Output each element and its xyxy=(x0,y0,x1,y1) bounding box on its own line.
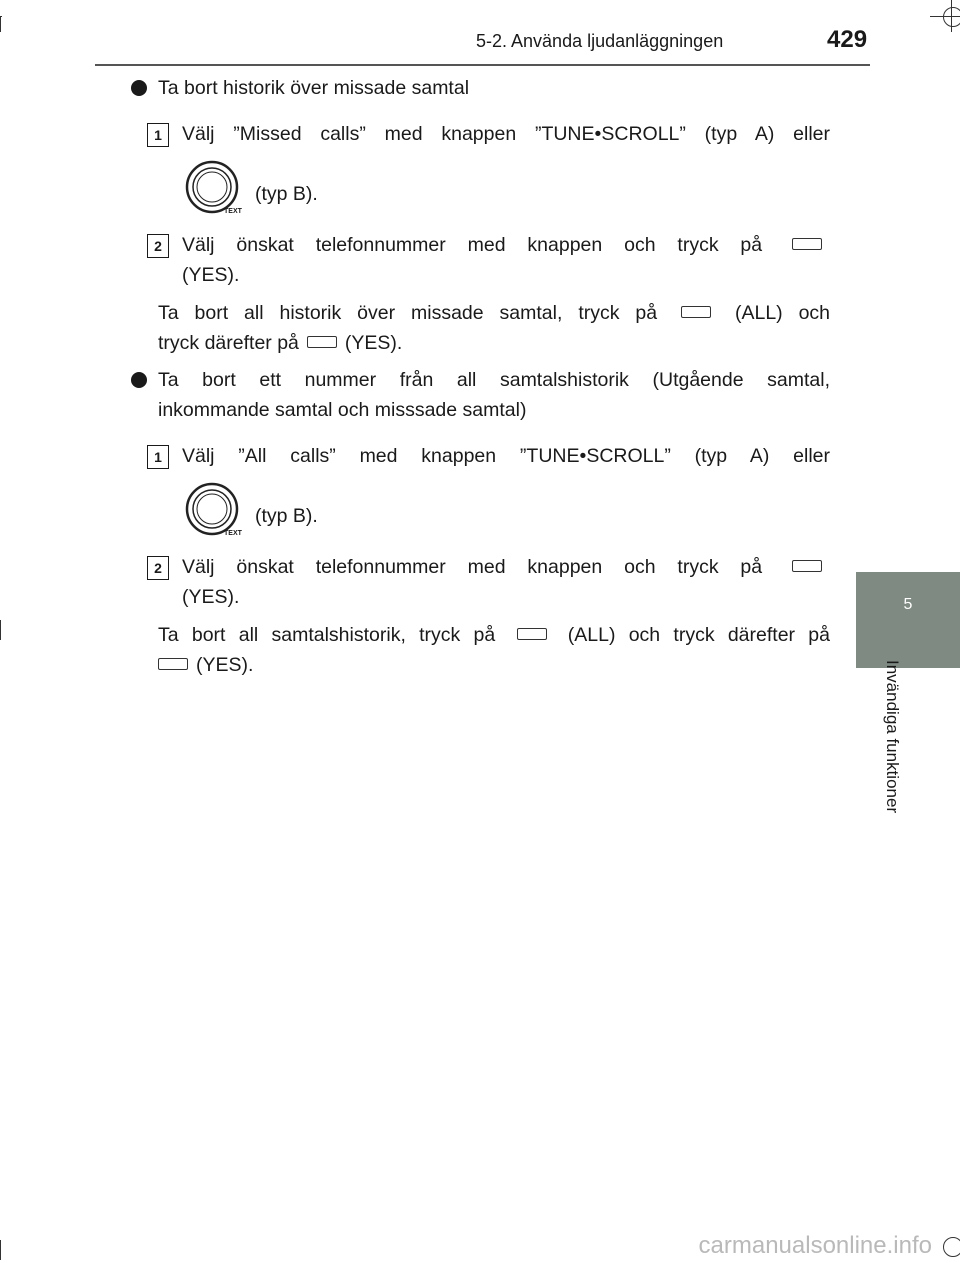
page-number: 429 xyxy=(827,26,868,53)
paragraph-text xyxy=(158,623,830,647)
crop-mark xyxy=(930,16,960,17)
bullet-heading: Ta bort historik över missade samtal xyxy=(158,77,470,99)
step-text xyxy=(182,555,830,579)
header-divider xyxy=(95,64,870,66)
yes-button-icon xyxy=(158,658,188,670)
step-number: 1 xyxy=(147,123,169,147)
step-text: (YES). xyxy=(182,264,240,286)
all-button-icon xyxy=(681,306,711,318)
paragraph-text-b: (ALL) och tryck därefter på xyxy=(567,624,830,646)
paragraph-text-b: (ALL) och xyxy=(734,302,831,324)
step-text: (YES). xyxy=(182,586,240,608)
step-text-a: Välj önskat telefonnummer med knappen och tryck på xyxy=(182,234,763,256)
paragraph-text-a: Ta bort all historik över missade samtal, tryck på xyxy=(158,302,658,324)
bullet-heading: inkommande samtal och misssade samtal) xyxy=(158,399,527,421)
yes-button-icon xyxy=(307,336,337,348)
knob-caption: TEXT xyxy=(224,530,242,537)
chapter-tab xyxy=(856,572,960,668)
step-text-tail: (typ B). xyxy=(255,183,318,205)
chapter-label-wrap xyxy=(874,660,934,888)
tune-knob-icon xyxy=(185,482,239,536)
step-text-tail: (typ B). xyxy=(255,505,318,527)
chapter-label: Invändiga funktioner xyxy=(883,660,902,814)
step-number: 1 xyxy=(147,445,169,469)
crop-mark xyxy=(0,1240,1,1260)
paragraph-text xyxy=(150,653,253,677)
paragraph-text xyxy=(158,331,402,355)
paragraph-text-c: (YES). xyxy=(196,654,254,676)
paragraph-text-c: tryck därefter på xyxy=(158,332,299,354)
step-number: 2 xyxy=(147,234,169,258)
tune-knob-icon xyxy=(185,160,239,214)
step-text: Välj ”Missed calls” med knappen ”TUNE•SCROLL” (typ A) eller xyxy=(182,123,830,145)
step-text: Välj ”All calls” med knappen ”TUNE•SCROLL” (typ A) eller xyxy=(182,445,830,467)
step-text xyxy=(182,233,830,257)
watermark: carmanualsonline.info xyxy=(698,1232,932,1259)
paragraph-text xyxy=(158,301,830,325)
paragraph-text-a: Ta bort all samtalshistorik, tryck på xyxy=(158,624,496,646)
chapter-number: 5 xyxy=(903,596,913,613)
step-text-a: Välj önskat telefonnummer med knappen och tryck på xyxy=(182,556,763,578)
bullet-icon xyxy=(131,80,147,96)
bullet-heading: Ta bort ett nummer från all samtalshistorik (Utgående samtal, xyxy=(158,369,830,391)
yes-button-icon xyxy=(792,238,822,250)
crop-mark xyxy=(0,620,1,640)
knob-caption: TEXT xyxy=(224,208,242,215)
registration-mark-icon xyxy=(943,1237,960,1257)
paragraph-text-d: (YES). xyxy=(344,332,403,354)
bullet-icon xyxy=(131,372,147,388)
section-title: 5-2. Använda ljudanläggningen xyxy=(476,31,724,51)
crop-mark xyxy=(0,16,1,32)
all-button-icon xyxy=(517,628,547,640)
yes-button-icon xyxy=(792,560,822,572)
crop-mark xyxy=(951,0,952,32)
step-number: 2 xyxy=(147,556,169,580)
